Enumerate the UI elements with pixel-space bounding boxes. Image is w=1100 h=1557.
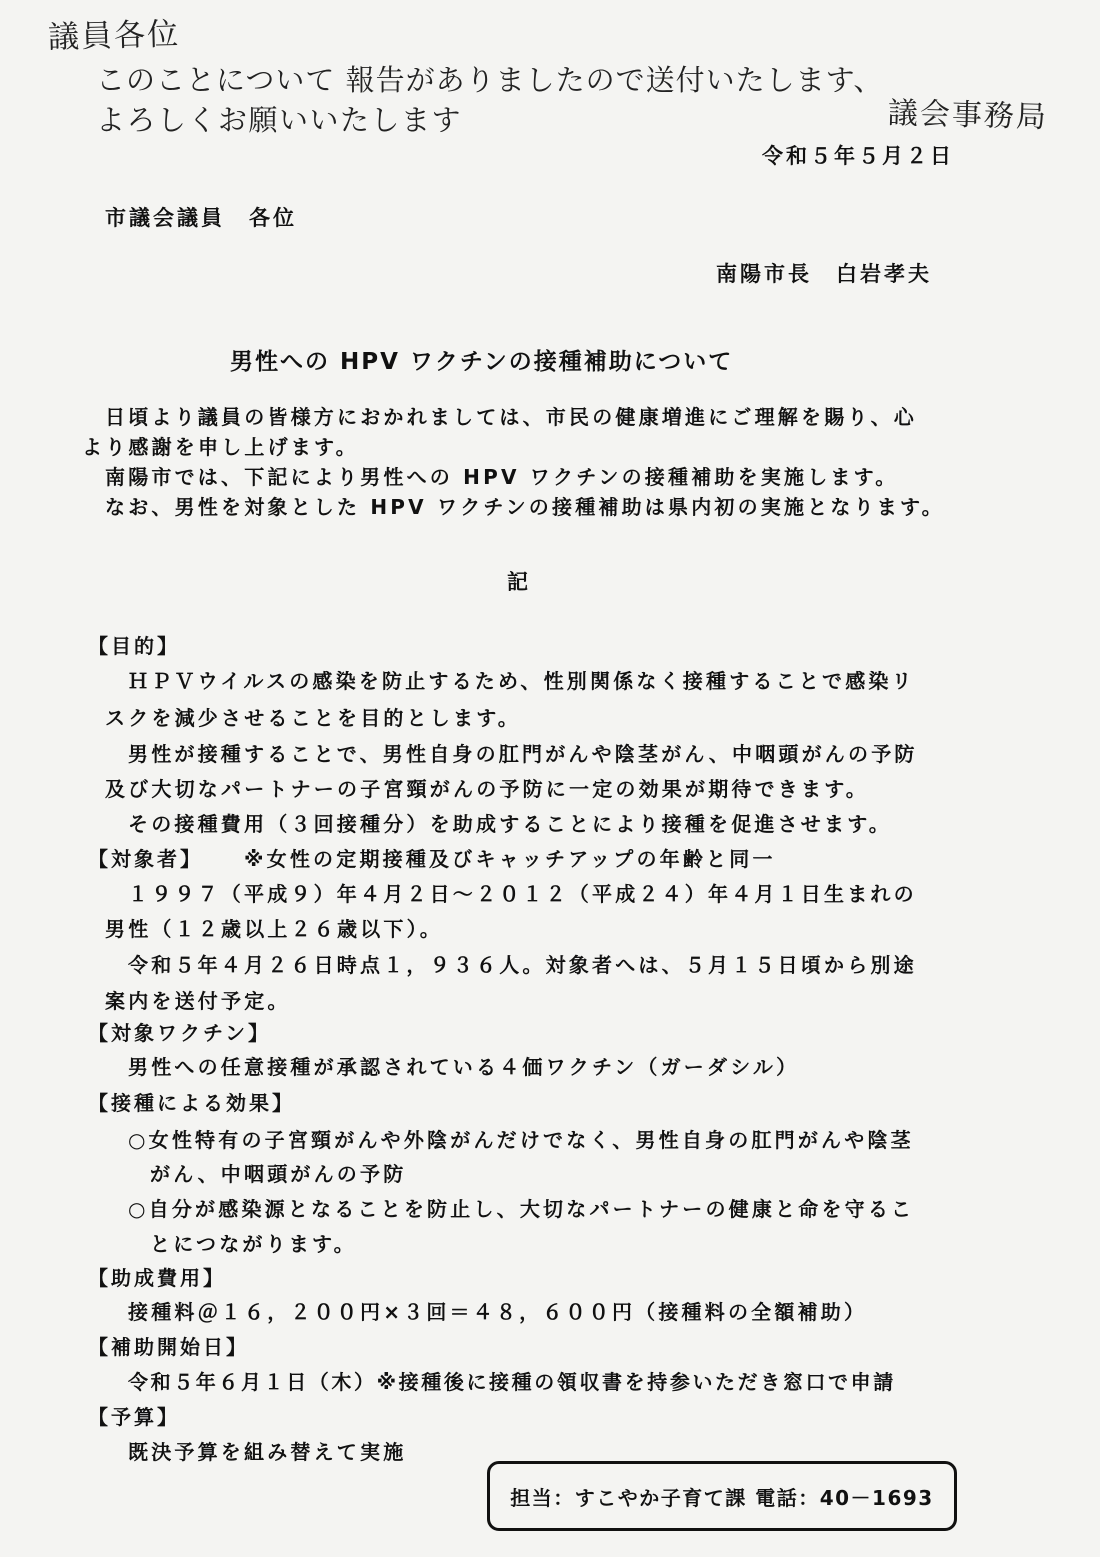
addressee: 市議会議員 各位: [105, 206, 297, 230]
section-heading-effect: 【接種による効果】: [88, 1091, 295, 1115]
purpose-line: スクを減少させることを目的とします。: [105, 706, 521, 730]
cost-line: 接種料＠１６，２００円×３回＝４８，６００円（接種料の全額補助）: [128, 1300, 868, 1324]
section-heading-budget: 【予算】: [88, 1405, 180, 1429]
intro-line: より感謝を申し上げます。: [82, 435, 359, 459]
target-note: ※女性の定期接種及びキャッチアップの年齢と同一: [244, 847, 776, 871]
target-line: 男性（１２歳以上２６歳以下）。: [105, 917, 443, 941]
target-line: 令和５年４月２６日時点１，９３６人。対象者へは、５月１５日頃から別途: [128, 953, 917, 977]
sender-mayor: 南陽市長 白岩孝夫: [716, 262, 932, 286]
document-date: 令和５年５月２日: [762, 144, 954, 168]
section-heading-start: 【補助開始日】: [88, 1335, 249, 1359]
contact-box: [487, 1461, 957, 1531]
section-heading-cost: 【助成費用】: [88, 1266, 226, 1290]
intro-line: なお、男性を対象とした HPV ワクチンの接種補助は県内初の実施となります。: [105, 495, 945, 519]
document-title: 男性への HPV ワクチンの接種補助について: [230, 349, 734, 375]
handwritten-note-line1: このことについて 報告がありましたので送付いたします、: [96, 63, 884, 97]
start-line: 令和５年６月１日（木）※接種後に接種の領収書を持参いただき窓口で申請: [128, 1370, 896, 1394]
purpose-line: 及び大切なパートナーの子宮頸がんの予防に一定の効果が期待できます。: [105, 777, 869, 801]
intro-line: 日頃より議員の皆様方におかれましては、市民の健康増進にご理解を賜り、心: [105, 405, 917, 429]
target-line: １９９７（平成９）年４月２日～２０１２（平成２４）年４月１日生まれの: [128, 882, 917, 906]
effect-bullet-line: ○女性特有の子宮頸がんや外陰がんだけでなく、男性自身の肛門がんや陰茎: [128, 1128, 914, 1152]
budget-line: 既決予算を組み替えて実施: [128, 1440, 407, 1464]
vaccine-line: 男性への任意接種が承認されている４価ワクチン（ガーダシル）: [128, 1055, 800, 1079]
purpose-line: ＨＰＶウイルスの感染を防止するため、性別関係なく接種することで感染リ: [128, 669, 915, 693]
handwritten-sender: 議会事務局: [887, 95, 1049, 136]
effect-bullet-line: がん、中咽頭がんの予防: [150, 1162, 407, 1186]
section-heading-purpose: 【目的】: [88, 634, 180, 658]
ki-marker: 記: [507, 570, 531, 594]
target-line: 案内を送付予定。: [105, 989, 291, 1013]
section-heading-target: 【対象者】: [88, 847, 203, 871]
intro-line: 南陽市では、下記により男性への HPV ワクチンの接種補助を実施します。: [105, 465, 899, 489]
purpose-line: その接種費用（３回接種分）を助成することにより接種を促進させます。: [128, 812, 892, 836]
handwritten-note-line2: よろしくお願いいたします: [96, 103, 463, 137]
section-heading-vaccine: 【対象ワクチン】: [88, 1021, 271, 1045]
handwritten-recipients: 議員各位: [47, 16, 181, 56]
purpose-line: 男性が接種することで、男性自身の肛門がんや陰茎がん、中咽頭がんの予防: [128, 742, 918, 766]
effect-bullet-line: とにつながります。: [150, 1232, 357, 1256]
effect-bullet-line: ○自分が感染源となることを防止し、大切なパートナーの健康と命を守るこ: [128, 1197, 915, 1221]
contact-info: 担当：すこやか子育て課 電話：40－1693: [510, 1485, 934, 1510]
